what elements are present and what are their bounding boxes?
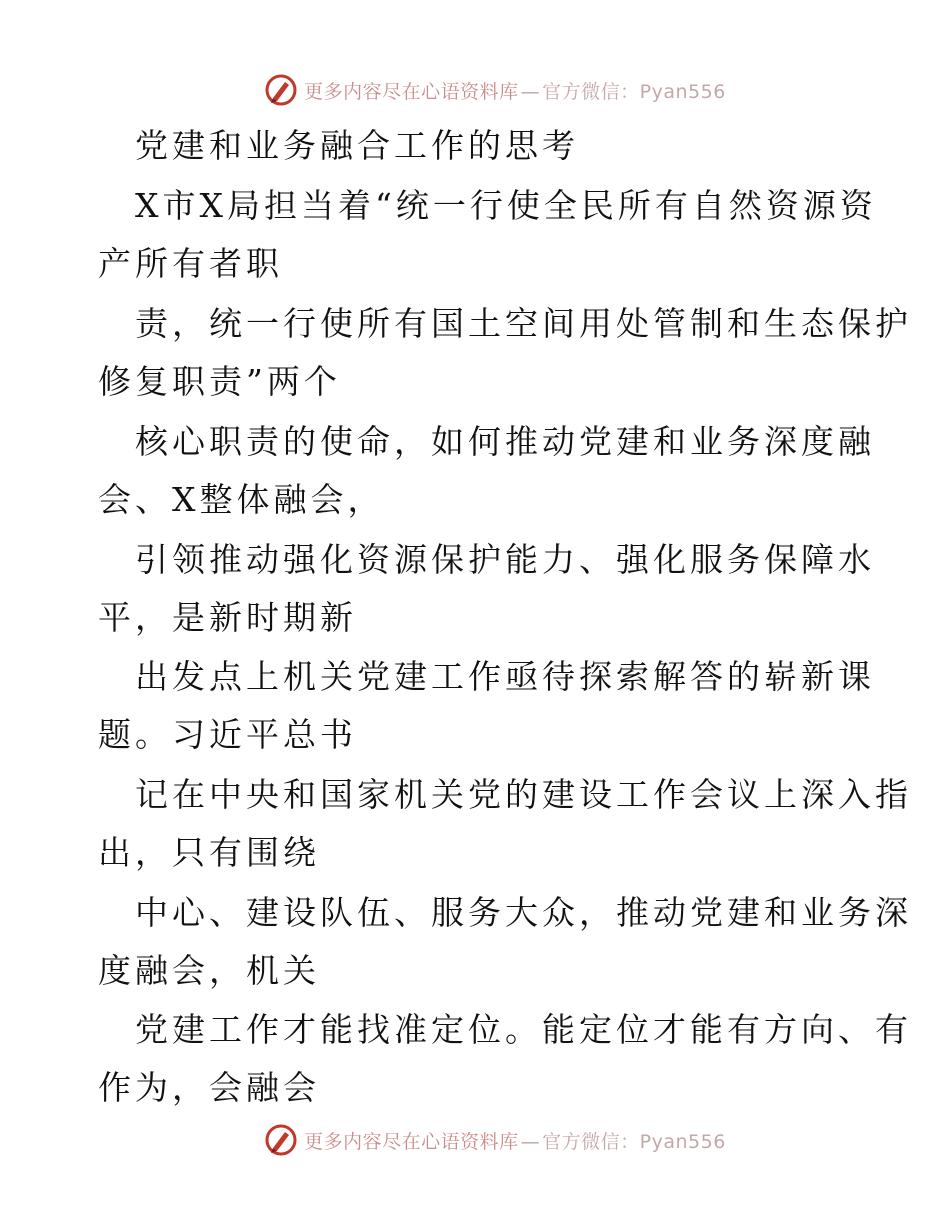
watermark-dash: —	[520, 1130, 541, 1153]
watermark-contact: 官方微信：Pyan556	[542, 80, 726, 103]
watermark-dash: —	[520, 80, 541, 103]
text-line: 引领推动强化资源保护能力、强化服务保障水	[135, 540, 875, 579]
text-line: 产所有者职	[98, 244, 283, 283]
text-line: 党建工作才能找准定位。能定位才能有方向、有	[135, 1010, 912, 1049]
document-title: 党建和业务融合工作的思考	[135, 126, 579, 165]
text-line: 出发点上机关党建工作亟待探索解答的崭新课	[135, 657, 875, 696]
text-line: X市X局担当着“统一行使全民所有自然资源资	[135, 186, 877, 225]
text-line: 记在中央和国家机关党的建设工作会议上深入指	[135, 775, 912, 814]
text-line: 平，是新时期新	[98, 598, 357, 637]
text-line: 出，只有围绕	[98, 833, 320, 872]
watermark-group	[264, 1123, 726, 1157]
text-line: 中心、建设队伍、服务大众，推动党建和业务深	[135, 893, 912, 932]
text-line: 度融会，机关	[98, 951, 320, 990]
text-line: 核心职责的使命，如何推动党建和业务深度融	[135, 422, 875, 461]
text-line: 会、X整体融会，	[98, 480, 385, 519]
text-line: 作为，会融会	[98, 1068, 320, 1107]
watermark-title: 更多内容尽在心语资料库	[304, 80, 519, 103]
watermark-contact: 官方微信：Pyan556	[542, 1130, 726, 1153]
text-line: 修复职责”两个	[98, 362, 341, 401]
header-watermark-banner	[0, 70, 950, 110]
text-line: 责，统一行使所有国土空间用处管制和生态保护	[135, 304, 912, 343]
pen-logo-icon	[264, 73, 298, 107]
footer-watermark-banner	[0, 1120, 950, 1160]
watermark-group	[264, 73, 726, 107]
text-line: 题。习近平总书	[98, 715, 357, 754]
watermark-title: 更多内容尽在心语资料库	[304, 1130, 519, 1153]
pen-logo-icon	[264, 1123, 298, 1157]
